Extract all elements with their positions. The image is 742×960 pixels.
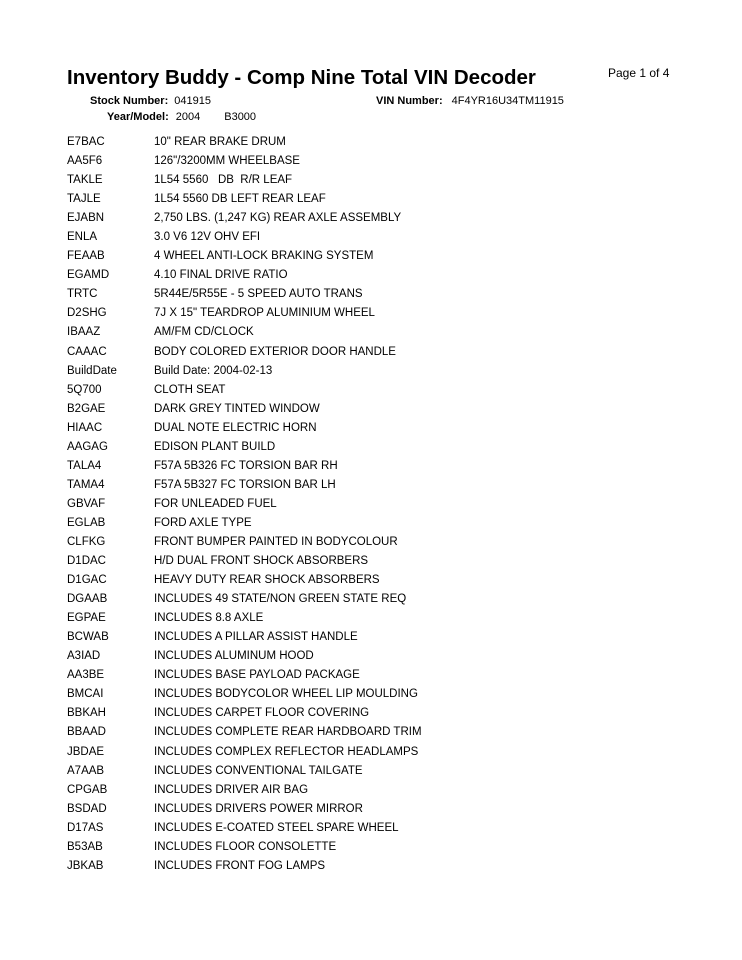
option-description: 1L54 5560 DB R/R LEAF [154, 174, 293, 187]
option-code: AA3BE [67, 669, 105, 682]
list-item [67, 343, 687, 362]
list-item [67, 609, 687, 628]
list-item [67, 228, 687, 247]
list-item [67, 419, 687, 438]
option-code: ENLA [67, 231, 98, 244]
option-code: HIAAC [67, 421, 103, 434]
list-item [67, 571, 687, 590]
option-description: F57A 5B327 FC TORSION BAR LH [154, 478, 336, 491]
list-item [67, 209, 687, 228]
option-code: A3IAD [67, 650, 101, 663]
page-number: Page 1 of 4 [608, 66, 670, 80]
list-item [67, 743, 687, 762]
option-description: DUAL NOTE ELECTRIC HORN [154, 421, 317, 434]
list-item [67, 304, 687, 323]
vin-number-value: 4F4YR16U34TM11915 [451, 95, 564, 107]
option-description: INCLUDES FRONT FOG LAMPS [154, 859, 326, 872]
option-code: TAMA4 [67, 478, 105, 491]
list-item [67, 533, 687, 552]
list-item [67, 628, 687, 647]
list-item [67, 723, 687, 742]
option-description: INCLUDES BASE PAYLOAD PACKAGE [154, 669, 360, 682]
list-item [67, 381, 687, 400]
option-description: EDISON PLANT BUILD [154, 440, 276, 453]
option-code: D17AS [67, 821, 104, 834]
option-code: B2GAE [67, 402, 106, 415]
option-description: 4.10 FINAL DRIVE RATIO [154, 269, 288, 282]
list-item [67, 647, 687, 666]
list-item [67, 247, 687, 266]
option-description: INCLUDES FLOOR CONSOLETTE [154, 840, 337, 853]
stock-number [90, 95, 211, 107]
list-item [67, 514, 687, 533]
year-value: 2004 [175, 111, 201, 123]
option-code: D1DAC [67, 555, 106, 568]
list-item [67, 552, 687, 571]
option-code: CAAAC [67, 345, 107, 358]
option-code: AA5F6 [67, 155, 103, 168]
list-item [67, 838, 687, 857]
option-description: INCLUDES E-COATED STEEL SPARE WHEEL [154, 821, 399, 834]
option-code: CLFKG [67, 535, 106, 548]
option-code: B53AB [67, 840, 103, 853]
list-item [67, 190, 687, 209]
model-value: B3000 [224, 111, 257, 123]
option-code: A7AAB [67, 764, 105, 777]
option-description: CLOTH SEAT [154, 383, 226, 396]
year-model-label: Year/Model: [107, 111, 169, 123]
list-item [67, 266, 687, 285]
vin-number-label: VIN Number: [376, 95, 443, 107]
option-description: 7J X 15" TEARDROP ALUMINIUM WHEEL [154, 307, 375, 320]
option-description: AM/FM CD/CLOCK [154, 326, 254, 339]
option-description: 10" REAR BRAKE DRUM [154, 136, 286, 148]
option-code: E7BAC [67, 136, 105, 148]
option-code: EGAMD [67, 269, 110, 282]
option-code: EGLAB [67, 516, 106, 529]
list-item [67, 762, 687, 781]
option-description: INCLUDES CARPET FLOOR COVERING [154, 707, 370, 720]
option-description: 2,750 LBS. (1,247 KG) REAR AXLE ASSEMBLY [154, 212, 402, 225]
option-code: AAGAG [67, 440, 108, 453]
list-item [67, 362, 687, 381]
option-description: 126"/3200MM WHEELBASE [154, 155, 300, 168]
vin-number [376, 95, 564, 107]
option-description: INCLUDES ALUMINUM HOOD [154, 650, 314, 663]
report-title: Inventory Buddy - Comp Nine Total VIN Decoder [67, 66, 536, 89]
option-code: TRTC [67, 288, 98, 301]
list-item [67, 323, 687, 342]
list-item [67, 685, 687, 704]
list-item [67, 781, 687, 800]
option-description: H/D DUAL FRONT SHOCK ABSORBERS [154, 555, 369, 568]
list-item [67, 152, 687, 171]
option-description: FOR UNLEADED FUEL [154, 497, 277, 510]
option-description: INCLUDES DRIVER AIR BAG [154, 783, 309, 796]
option-code: BMCAI [67, 688, 104, 701]
option-code: BuildDate [67, 364, 117, 377]
option-description: INCLUDES A PILLAR ASSIST HANDLE [154, 631, 358, 644]
option-description: F57A 5B326 FC TORSION BAR RH [154, 459, 338, 472]
stock-number-label: Stock Number: [90, 95, 169, 107]
option-description: INCLUDES COMPLETE REAR HARDBOARD TRIM [154, 726, 422, 739]
option-description: HEAVY DUTY REAR SHOCK ABSORBERS [154, 574, 380, 587]
list-item [67, 666, 687, 685]
option-code: BSDAD [67, 802, 107, 815]
option-description: 3.0 V6 12V OHV EFI [154, 231, 261, 244]
option-code: EGPAE [67, 612, 106, 625]
list-item [67, 819, 687, 838]
option-description: FRONT BUMPER PAINTED IN BODYCOLOUR [154, 535, 398, 548]
stock-number-value: 041915 [174, 95, 211, 107]
list-item [67, 590, 687, 609]
option-code: TALA4 [67, 459, 102, 472]
option-code: CPGAB [67, 783, 108, 796]
list-item [67, 800, 687, 819]
list-item [67, 400, 687, 419]
option-code: BBAAD [67, 726, 106, 739]
option-code: D2SHG [67, 307, 107, 320]
option-code: EJABN [67, 212, 105, 225]
option-description: INCLUDES 49 STATE/NON GREEN STATE REQ [154, 593, 407, 606]
list-item [67, 285, 687, 304]
list-item [67, 704, 687, 723]
list-item [67, 476, 687, 495]
option-code: 5Q700 [67, 383, 102, 396]
option-code: BBKAH [67, 707, 106, 720]
list-item [67, 133, 687, 152]
option-description: 4 WHEEL ANTI-LOCK BRAKING SYSTEM [154, 250, 374, 263]
option-description: BODY COLORED EXTERIOR DOOR HANDLE [154, 345, 396, 358]
option-description: INCLUDES COMPLEX REFLECTOR HEADLAMPS [154, 745, 419, 758]
option-code: TAJLE [67, 193, 101, 206]
option-code-list [67, 133, 687, 876]
option-description: DARK GREY TINTED WINDOW [154, 402, 320, 415]
list-item [67, 438, 687, 457]
option-code: IBAAZ [67, 326, 101, 339]
list-item [67, 171, 687, 190]
option-description: 5R44E/5R55E - 5 SPEED AUTO TRANS [154, 288, 363, 301]
option-code: GBVAF [67, 497, 106, 510]
list-item [67, 857, 687, 876]
option-description: INCLUDES DRIVERS POWER MIRROR [154, 802, 363, 815]
option-description: 1L54 5560 DB LEFT REAR LEAF [154, 193, 326, 206]
option-description: INCLUDES BODYCOLOR WHEEL LIP MOULDING [154, 688, 418, 701]
year-model [107, 111, 256, 123]
option-code: TAKLE [67, 174, 103, 187]
option-description: Build Date: 2004-02-13 [154, 364, 273, 377]
option-code: D1GAC [67, 574, 107, 587]
option-code: DGAAB [67, 593, 108, 606]
option-description: FORD AXLE TYPE [154, 516, 252, 529]
list-item [67, 457, 687, 476]
list-item [67, 495, 687, 514]
option-description: INCLUDES CONVENTIONAL TAILGATE [154, 764, 363, 777]
option-description: INCLUDES 8.8 AXLE [154, 612, 264, 625]
option-code: JBKAB [67, 859, 104, 872]
option-code: JBDAE [67, 745, 105, 758]
option-code: FEAAB [67, 250, 105, 263]
option-code: BCWAB [67, 631, 109, 644]
